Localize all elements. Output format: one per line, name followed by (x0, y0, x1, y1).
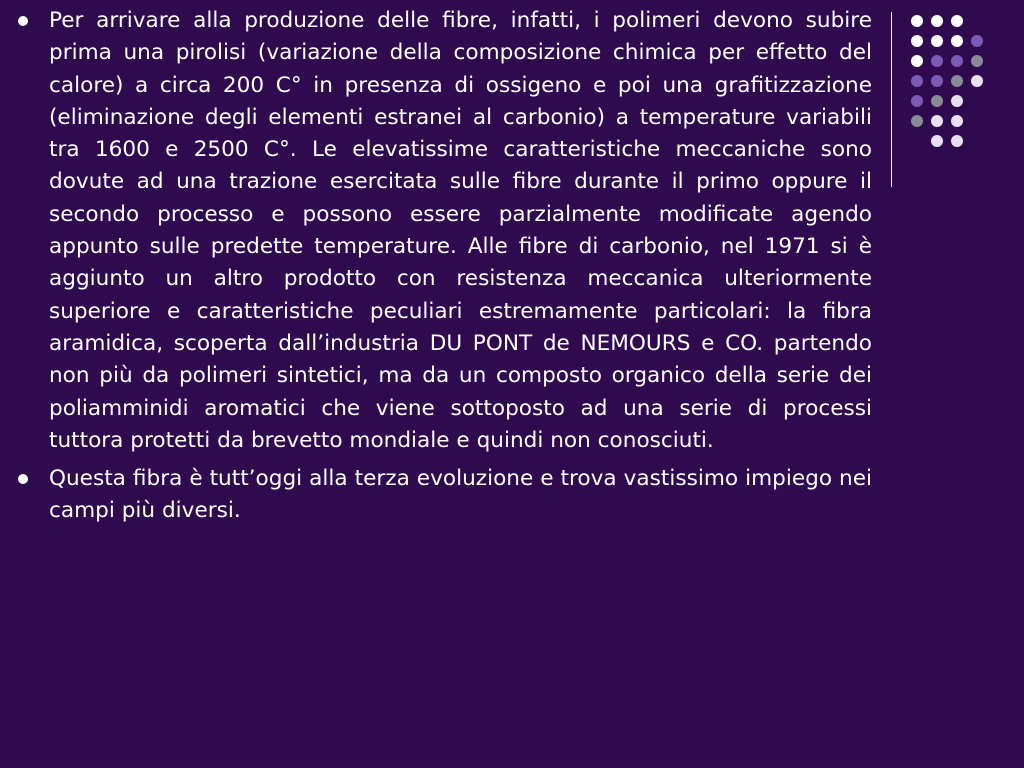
grid-dot-icon (971, 35, 983, 47)
grid-dot-icon (911, 75, 923, 87)
bullet-text-1: Per arrivare alla produzione delle fibre, infatti, i polimeri devono subire prima una pirolisi (variazione della composizione chimica per effetto del calore) a circa 200 C° in presenza di ossigeno e poi una grafitizzazione (eliminazione degli elementi estranei al carbonio) a temperature variabili tra 1600 e 2500 C°. Le elevatissime caratteristiche meccaniche sono dovute ad una trazione esercitata sulle fibre durante il primo oppure il secondo processo e possono essere parzialmente modificate agendo appunto sulle predette temperature. Alle fibre di carbonio, nel 1971 si è aggiunto un altro prodotto con resistenza meccanica ulteriormente superiore e caratteristiche peculiari estremamente particolari: la fibra aramidica, scoperta dall’industria DU PONT de NEMOURS e CO. partendo non più da polimeri sintetici, ma da un composto organico della serie dei poliamminidi aromatici che viene sottoposto ad una serie di processi tuttora protetti da brevetto mondiale e quindi non conosciuti. (49, 8, 872, 453)
bullet-item-2 (18, 463, 872, 528)
grid-dot-icon (911, 15, 923, 27)
vertical-divider (891, 12, 892, 187)
slide-body (18, 5, 872, 528)
grid-dot-icon (931, 75, 943, 87)
grid-dot-icon (971, 75, 983, 87)
grid-dot-icon (931, 55, 943, 67)
bullet-dot-icon (18, 16, 28, 26)
grid-dot-icon (951, 35, 963, 47)
grid-dot-icon (911, 95, 923, 107)
grid-dot-icon (931, 95, 943, 107)
grid-dot-icon (931, 135, 943, 147)
grid-dot-icon (931, 15, 943, 27)
grid-dot-icon (911, 55, 923, 67)
grid-dot-icon (951, 95, 963, 107)
grid-dot-icon (911, 115, 923, 127)
grid-dot-icon (951, 15, 963, 27)
grid-dot-icon (951, 75, 963, 87)
bullet-dot-icon (18, 474, 28, 484)
grid-dot-icon (931, 35, 943, 47)
bullet-text-2: Questa fibra è tutt’oggi alla terza evoluzione e trova vastissimo impiego nei campi più diversi. (49, 466, 872, 524)
grid-dot-icon (951, 115, 963, 127)
grid-dot-icon (971, 55, 983, 67)
decorative-dot-grid (911, 16, 1011, 166)
bullet-item-1 (18, 5, 872, 457)
grid-dot-icon (951, 135, 963, 147)
grid-dot-icon (951, 55, 963, 67)
grid-dot-icon (911, 35, 923, 47)
grid-dot-icon (931, 115, 943, 127)
